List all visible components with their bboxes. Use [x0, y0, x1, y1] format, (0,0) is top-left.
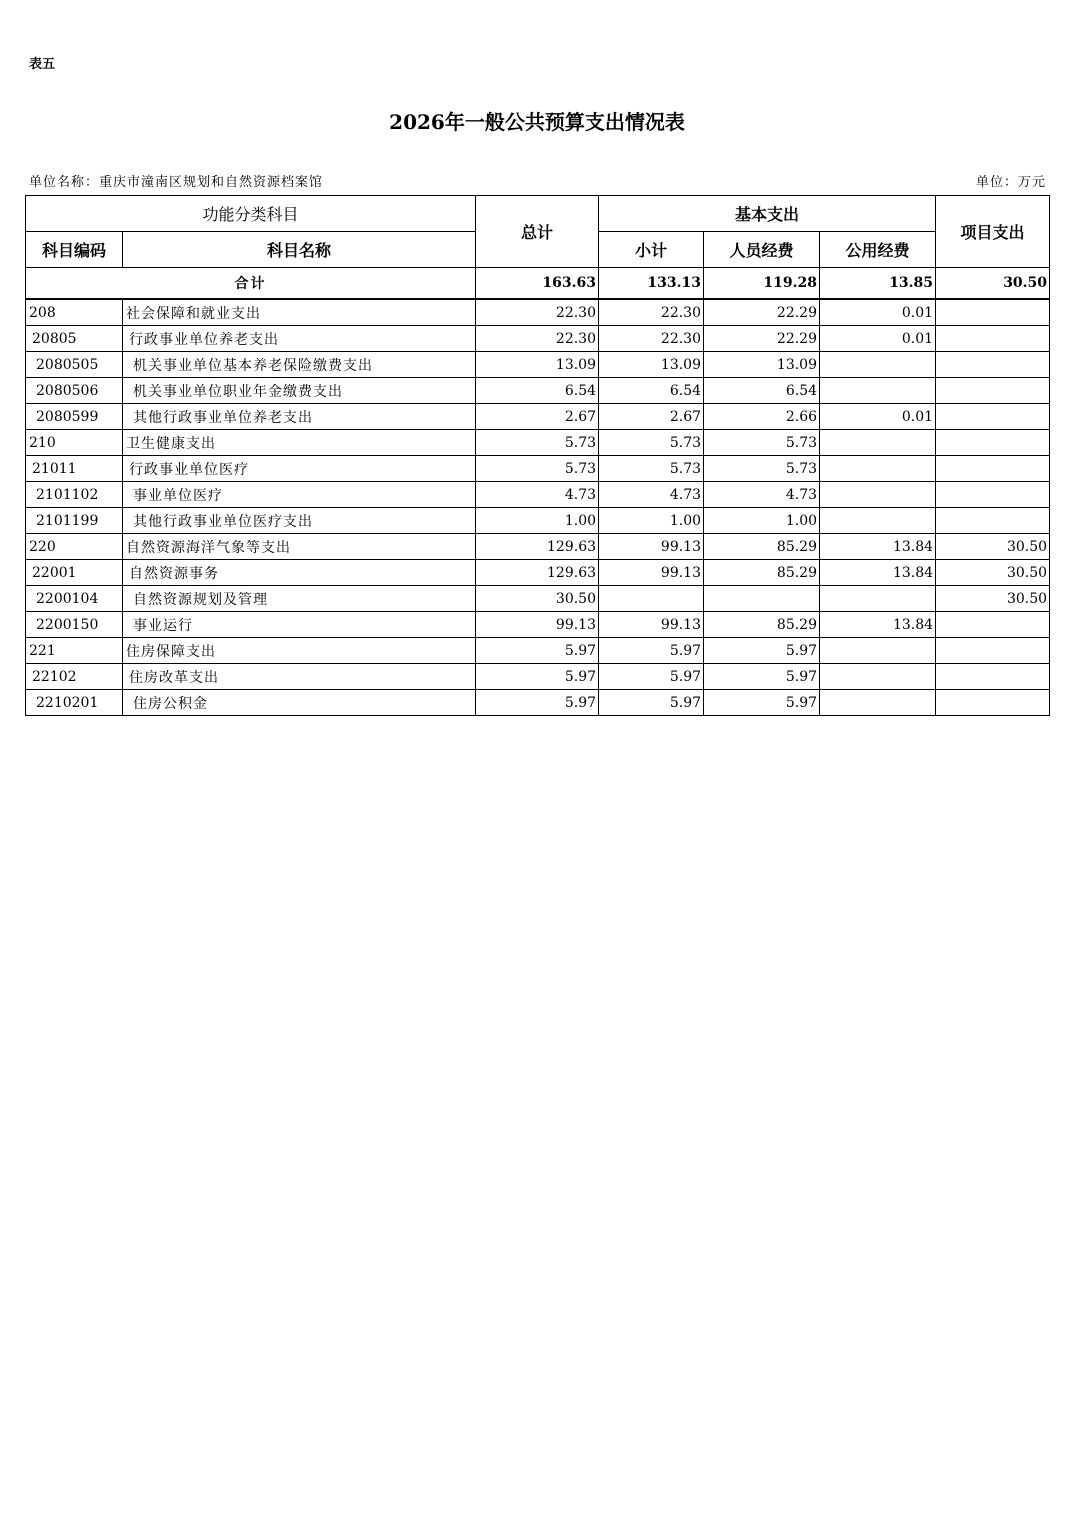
table-row [26, 534, 1050, 560]
personnel-cell: 85.29 [704, 612, 820, 638]
public-cell [820, 508, 936, 534]
total-public: 13.85 [820, 268, 936, 300]
total-personnel: 119.28 [704, 268, 820, 300]
table-row [26, 299, 1050, 326]
table-row [26, 612, 1050, 638]
subject-code-cell: 208 [26, 299, 123, 326]
table-row [26, 456, 1050, 482]
total-label: 合计 [26, 268, 476, 300]
total-cell: 129.63 [476, 534, 599, 560]
public-cell: 13.84 [820, 560, 936, 586]
public-cell: 0.01 [820, 326, 936, 352]
project-cell [936, 326, 1050, 352]
subject-name-cell: 行政事业单位养老支出 [123, 326, 476, 352]
table-row [26, 326, 1050, 352]
function-category-header: 功能分类科目 [26, 196, 476, 232]
total-cell: 5.97 [476, 690, 599, 716]
table-row [26, 482, 1050, 508]
personnel-cell: 5.97 [704, 664, 820, 690]
subject-name-cell: 住房保障支出 [123, 638, 476, 664]
total-cell: 129.63 [476, 560, 599, 586]
total-cell: 1.00 [476, 508, 599, 534]
project-cell [936, 612, 1050, 638]
public-cell [820, 378, 936, 404]
subject-code-cell: 2080505 [26, 352, 123, 378]
subtotal-header: 小计 [599, 232, 704, 268]
personnel-cell: 6.54 [704, 378, 820, 404]
total-cell: 4.73 [476, 482, 599, 508]
public-cell: 13.84 [820, 534, 936, 560]
personnel-cell: 5.97 [704, 638, 820, 664]
total-cell: 2.67 [476, 404, 599, 430]
total-cell: 22.30 [476, 326, 599, 352]
subtotal-cell [599, 586, 704, 612]
document-title: 2026年一般公共预算支出情况表 [389, 110, 685, 134]
public-expense-header: 公用经费 [820, 232, 936, 268]
subtotal-cell: 2.67 [599, 404, 704, 430]
total-amount: 163.63 [476, 268, 599, 300]
personnel-cell: 13.09 [704, 352, 820, 378]
subject-name-cell: 卫生健康支出 [123, 430, 476, 456]
subtotal-cell: 99.13 [599, 560, 704, 586]
subtotal-cell: 6.54 [599, 378, 704, 404]
total-cell: 22.30 [476, 299, 599, 326]
subtotal-cell: 99.13 [599, 612, 704, 638]
total-project: 30.50 [936, 268, 1050, 300]
subtotal-cell: 22.30 [599, 299, 704, 326]
table-number: 表五 [29, 57, 56, 72]
subject-name-cell: 机关事业单位基本养老保险缴费支出 [123, 352, 476, 378]
unit-name: 单位名称：重庆市潼南区规划和自然资源档案馆 [29, 175, 324, 190]
personnel-expense-header: 人员经费 [704, 232, 820, 268]
subject-name-cell: 机关事业单位职业年金缴费支出 [123, 378, 476, 404]
project-cell: 30.50 [936, 560, 1050, 586]
table-row [26, 560, 1050, 586]
personnel-cell: 2.66 [704, 404, 820, 430]
subject-code-cell: 2080506 [26, 378, 123, 404]
public-cell [820, 638, 936, 664]
subtotal-cell: 22.30 [599, 326, 704, 352]
table-row [26, 508, 1050, 534]
subject-name-header: 科目名称 [123, 232, 476, 268]
subject-name-cell: 其他行政事业单位医疗支出 [123, 508, 476, 534]
project-cell [936, 482, 1050, 508]
total-cell: 6.54 [476, 378, 599, 404]
total-cell: 5.97 [476, 664, 599, 690]
public-cell: 0.01 [820, 404, 936, 430]
total-header: 总计 [476, 196, 599, 268]
total-cell: 30.50 [476, 586, 599, 612]
subject-name-cell: 住房公积金 [123, 690, 476, 716]
subject-code-cell: 21011 [26, 456, 123, 482]
public-cell: 13.84 [820, 612, 936, 638]
subject-code-cell: 20805 [26, 326, 123, 352]
table-row [26, 352, 1050, 378]
subtotal-cell: 1.00 [599, 508, 704, 534]
public-cell [820, 586, 936, 612]
table-row [26, 690, 1050, 716]
personnel-cell: 1.00 [704, 508, 820, 534]
public-cell [820, 352, 936, 378]
subject-code-cell: 210 [26, 430, 123, 456]
subtotal-cell: 13.09 [599, 352, 704, 378]
subject-code-cell: 220 [26, 534, 123, 560]
project-cell [936, 299, 1050, 326]
subject-code-cell: 2200104 [26, 586, 123, 612]
total-cell: 99.13 [476, 612, 599, 638]
total-subtotal: 133.13 [599, 268, 704, 300]
project-cell [936, 664, 1050, 690]
personnel-cell: 5.73 [704, 456, 820, 482]
table-row [26, 430, 1050, 456]
public-cell [820, 690, 936, 716]
subtotal-cell: 5.97 [599, 638, 704, 664]
public-cell [820, 482, 936, 508]
total-cell: 5.73 [476, 456, 599, 482]
subject-name-cell: 行政事业单位医疗 [123, 456, 476, 482]
subject-name-cell: 其他行政事业单位养老支出 [123, 404, 476, 430]
personnel-cell: 5.97 [704, 690, 820, 716]
subject-name-cell: 自然资源规划及管理 [123, 586, 476, 612]
subject-code-cell: 2200150 [26, 612, 123, 638]
total-cell: 5.97 [476, 638, 599, 664]
project-cell [936, 404, 1050, 430]
project-cell: 30.50 [936, 586, 1050, 612]
total-cell: 5.73 [476, 430, 599, 456]
subtotal-cell: 5.73 [599, 456, 704, 482]
subtotal-cell: 5.73 [599, 430, 704, 456]
project-cell [936, 690, 1050, 716]
subject-name-cell: 住房改革支出 [123, 664, 476, 690]
unit-measure: 单位：万元 [975, 175, 1046, 190]
personnel-cell: 85.29 [704, 534, 820, 560]
personnel-cell: 85.29 [704, 560, 820, 586]
subject-code-cell: 22001 [26, 560, 123, 586]
subtotal-cell: 4.73 [599, 482, 704, 508]
subject-code-cell: 2101102 [26, 482, 123, 508]
personnel-cell: 5.73 [704, 430, 820, 456]
total-cell: 13.09 [476, 352, 599, 378]
table-row [26, 586, 1050, 612]
public-cell [820, 456, 936, 482]
subject-code-cell: 2101199 [26, 508, 123, 534]
project-cell [936, 456, 1050, 482]
project-cell [936, 430, 1050, 456]
total-row [26, 268, 1050, 300]
table-row [26, 638, 1050, 664]
subject-code-cell: 22102 [26, 664, 123, 690]
table-row [26, 378, 1050, 404]
subject-name-cell: 自然资源海洋气象等支出 [123, 534, 476, 560]
table-row [26, 664, 1050, 690]
subject-code-cell: 2080599 [26, 404, 123, 430]
public-cell [820, 664, 936, 690]
subject-name-cell: 社会保障和就业支出 [123, 299, 476, 326]
personnel-cell [704, 586, 820, 612]
budget-table [25, 195, 1050, 716]
table-row [26, 404, 1050, 430]
subtotal-cell: 99.13 [599, 534, 704, 560]
project-cell [936, 508, 1050, 534]
personnel-cell: 22.29 [704, 326, 820, 352]
subject-code-header: 科目编码 [26, 232, 123, 268]
project-cell [936, 378, 1050, 404]
project-cell: 30.50 [936, 534, 1050, 560]
subject-name-cell: 事业运行 [123, 612, 476, 638]
personnel-cell: 22.29 [704, 299, 820, 326]
subject-code-cell: 221 [26, 638, 123, 664]
subtotal-cell: 5.97 [599, 690, 704, 716]
basic-expense-header: 基本支出 [599, 196, 936, 232]
personnel-cell: 4.73 [704, 482, 820, 508]
subject-name-cell: 自然资源事务 [123, 560, 476, 586]
project-expense-header: 项目支出 [936, 196, 1050, 268]
subject-name-cell: 事业单位医疗 [123, 482, 476, 508]
project-cell [936, 352, 1050, 378]
public-cell: 0.01 [820, 299, 936, 326]
subject-code-cell: 2210201 [26, 690, 123, 716]
subtotal-cell: 5.97 [599, 664, 704, 690]
public-cell [820, 430, 936, 456]
project-cell [936, 638, 1050, 664]
